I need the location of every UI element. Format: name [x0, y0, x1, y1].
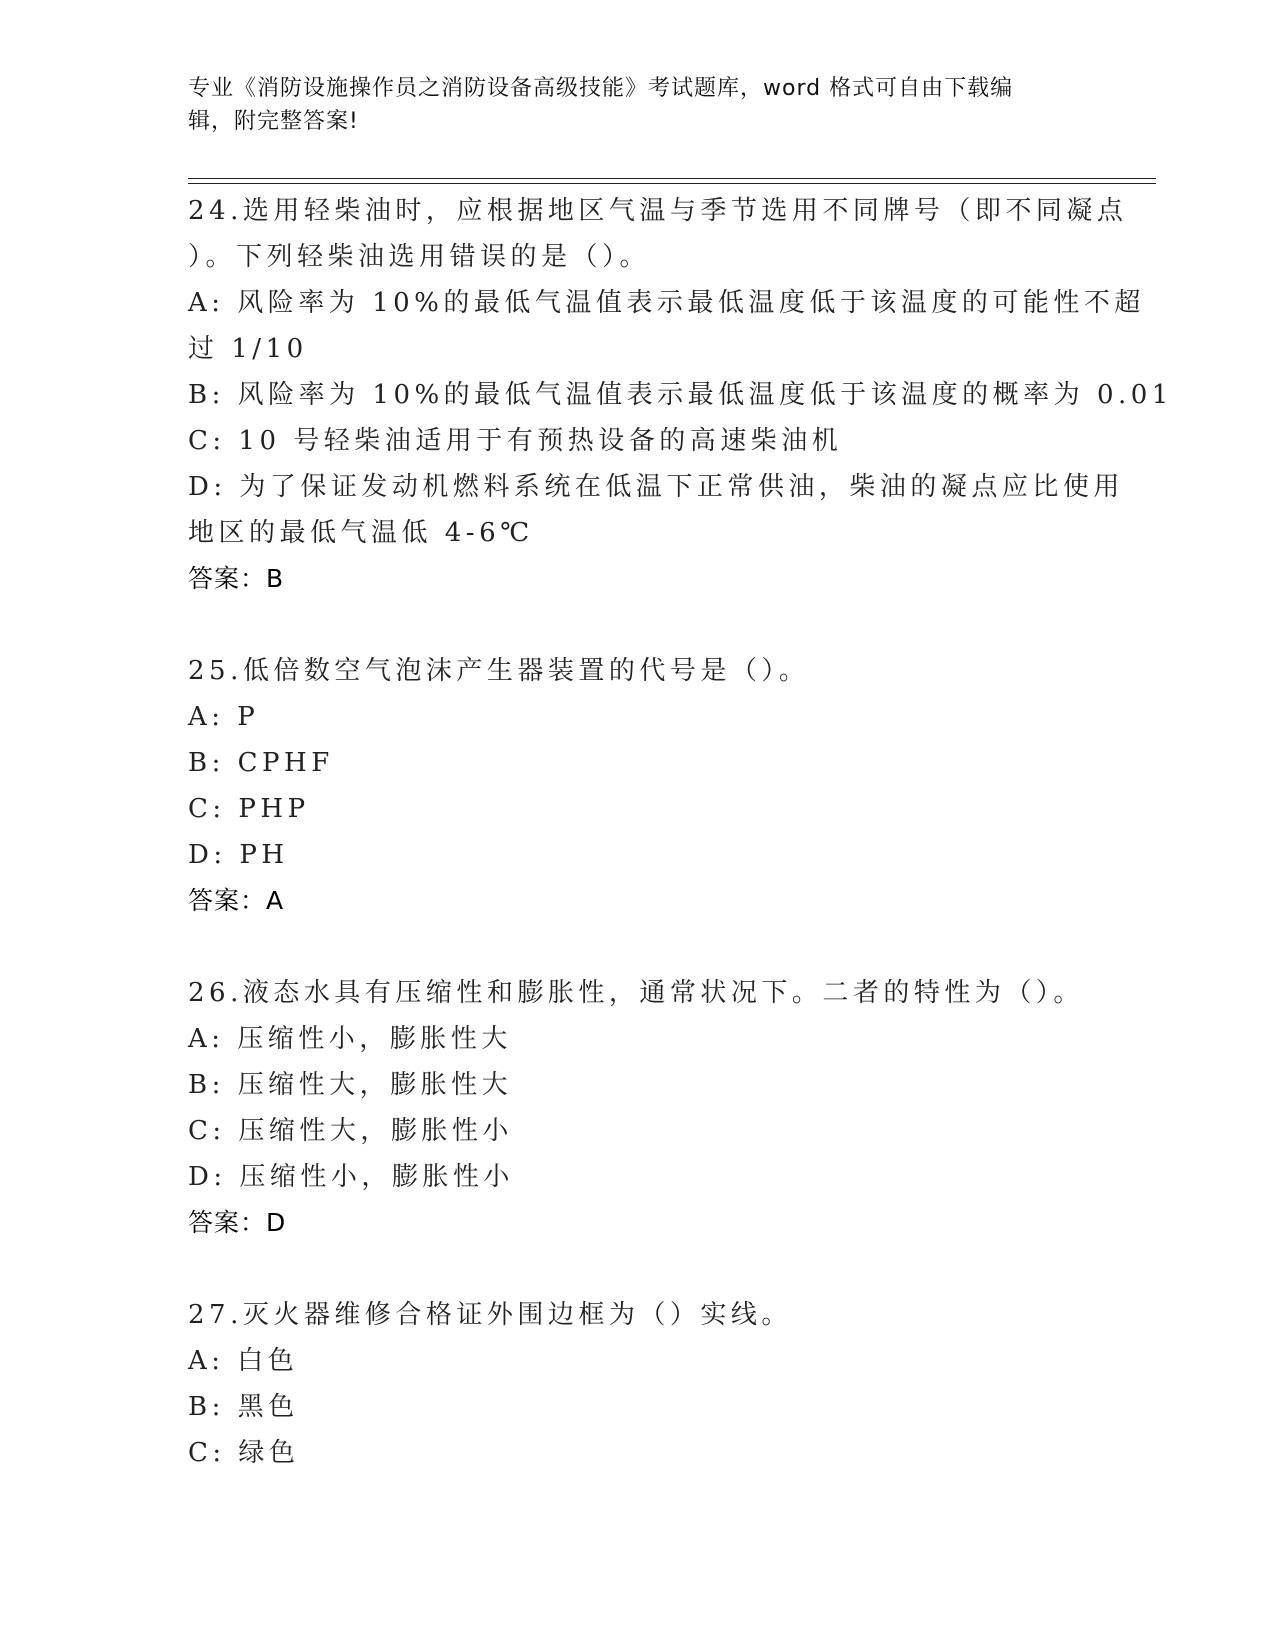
- answer-option-line: 过 1/10: [188, 334, 308, 364]
- question-list: [188, 188, 1173, 1476]
- answer-option-line: A: P: [188, 702, 260, 732]
- document-header: [188, 72, 1078, 138]
- question-spacer: [188, 602, 1088, 648]
- question-block: [188, 970, 1088, 1246]
- question-stem-line: ）。下列轻柴油选用错误的是（）。: [188, 242, 651, 272]
- answer-option-line: C: 10 号轻柴油适用于有预热设备的高速柴油机: [188, 426, 843, 456]
- answer-option-line: C: 绿色: [188, 1438, 300, 1468]
- question-stem-line: 27.灭火器维修合格证外围边框为（）实线。: [188, 1300, 792, 1330]
- answer-key: 答案：A: [188, 886, 285, 915]
- question-stem-line: 25.低倍数空气泡沫产生器装置的代号是（）。: [188, 656, 810, 686]
- header-line: 专业《消防设施操作员之消防设备高级技能》考试题库，word 格式可自由下载编: [188, 76, 1014, 101]
- header-line: 辑，附完整答案!: [188, 109, 359, 134]
- question-spacer: [188, 924, 1088, 970]
- answer-key: 答案：B: [188, 564, 285, 593]
- question-block: [188, 1292, 1088, 1476]
- question-block: [188, 648, 1088, 924]
- answer-option-line: A: 压缩性小，膨胀性大: [188, 1024, 512, 1054]
- answer-option-line: D: 压缩性小，膨胀性小: [188, 1162, 514, 1192]
- header-divider: [188, 183, 1156, 184]
- answer-option-line: B: CPHF: [188, 748, 334, 778]
- answer-option-line: D: 为了保证发动机燃料系统在低温下正常供油，柴油的凝点应比使用: [188, 472, 1124, 502]
- answer-option-line: B: 风险率为 10%的最低气温值表示最低温度低于该温度的概率为 0.01: [188, 380, 1173, 410]
- answer-option-line: B: 压缩性大，膨胀性大: [188, 1070, 513, 1100]
- answer-option-line: A: 风险率为 10%的最低气温值表示最低温度低于该温度的可能性不超: [188, 288, 1145, 318]
- question-spacer: [188, 1246, 1088, 1292]
- answer-option-line: A: 白色: [188, 1346, 299, 1376]
- question-stem-line: 24.选用轻柴油时，应根据地区气温与季节选用不同牌号（即不同凝点: [188, 196, 1128, 226]
- answer-key: 答案：D: [188, 1208, 287, 1237]
- answer-option-line: 地区的最低气温低 4-6℃: [188, 518, 534, 548]
- question-block: [188, 188, 1173, 602]
- header-divider: [188, 178, 1156, 179]
- answer-option-line: C: PHP: [188, 794, 310, 824]
- answer-option-line: C: 压缩性大，膨胀性小: [188, 1116, 513, 1146]
- answer-option-line: B: 黑色: [188, 1392, 299, 1422]
- answer-option-line: D: PH: [188, 840, 289, 870]
- question-stem-line: 26.液态水具有压缩性和膨胀性，通常状况下。二者的特性为（）。: [188, 978, 1084, 1008]
